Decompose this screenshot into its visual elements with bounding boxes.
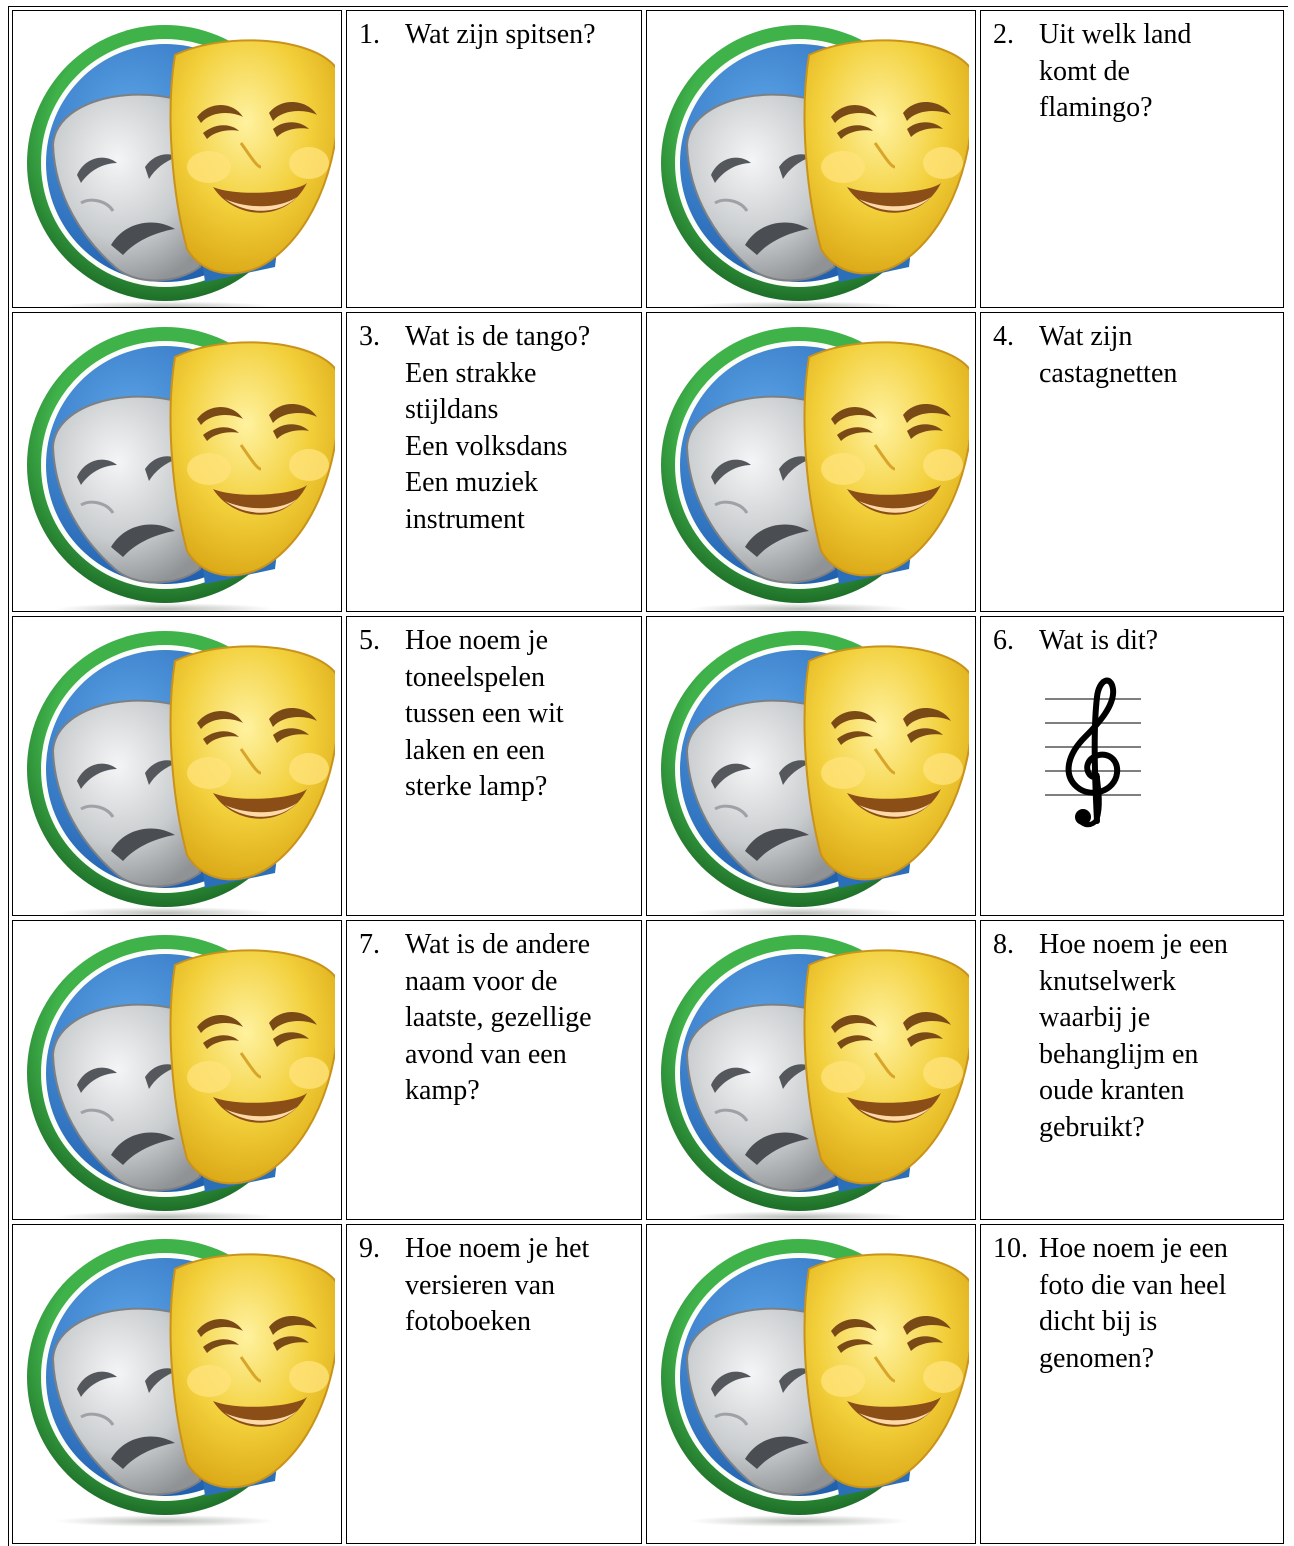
question-cell-6	[980, 616, 1284, 916]
question-number: 4.	[993, 321, 1014, 352]
mask-picture-cell	[12, 312, 342, 612]
mask-picture-cell	[646, 312, 976, 612]
question-cell-7	[346, 920, 642, 1220]
mask-picture-cell	[12, 920, 342, 1220]
question-number: 10.	[993, 1233, 1028, 1264]
question-text: Wat is de andere naam voor de laatste, gezellige avond van een kamp?	[405, 929, 592, 1106]
question-number: 1.	[359, 19, 380, 50]
question-number: 2.	[993, 19, 1014, 50]
question-cell-3	[346, 312, 642, 612]
question-number: 9.	[359, 1233, 380, 1264]
question-cell-9	[346, 1224, 642, 1544]
mask-picture-cell	[12, 10, 342, 308]
theatre-masks-icon	[25, 319, 335, 612]
mask-picture-cell	[646, 1224, 976, 1544]
mask-picture-cell	[646, 10, 976, 308]
theatre-masks-icon	[25, 927, 335, 1220]
theatre-masks-icon	[25, 1231, 335, 1529]
question-number: 6.	[993, 625, 1014, 656]
question-cell-5	[346, 616, 642, 916]
treble-clef-icon	[1045, 671, 1141, 831]
question-number: 7.	[359, 929, 380, 960]
theatre-masks-icon	[25, 623, 335, 916]
question-text: Wat zijn spitsen?	[405, 19, 596, 50]
question-text: Hoe noem je een knutselwerk waarbij je behanglijm en oude kranten gebruikt?	[1039, 929, 1228, 1143]
question-number: 5.	[359, 625, 380, 656]
question-number: 8.	[993, 929, 1014, 960]
question-text: Wat is dit?	[1039, 625, 1159, 656]
mask-picture-cell	[12, 616, 342, 916]
theatre-masks-icon	[659, 319, 969, 612]
question-text: Uit welk land komt de flamingo?	[1039, 19, 1192, 123]
mask-picture-cell	[646, 616, 976, 916]
theatre-masks-icon	[659, 17, 969, 308]
quiz-card-sheet	[8, 6, 1288, 1546]
question-text: Hoe noem je het versieren van fotoboeken	[405, 1233, 590, 1337]
question-cell-10	[980, 1224, 1284, 1544]
mask-picture-cell	[646, 920, 976, 1220]
question-cell-4	[980, 312, 1284, 612]
mask-picture-cell	[12, 1224, 342, 1544]
theatre-masks-icon	[659, 1231, 969, 1529]
question-cell-1	[346, 10, 642, 308]
theatre-masks-icon	[25, 17, 335, 308]
theatre-masks-icon	[659, 623, 969, 916]
question-number: 3.	[359, 321, 380, 352]
question-cell-8	[980, 920, 1284, 1220]
question-text: Hoe noem je toneelspelen tussen een wit laken en een sterke lamp?	[405, 625, 564, 802]
question-text: Wat zijn castagnetten	[1039, 321, 1178, 389]
theatre-masks-icon	[659, 927, 969, 1220]
question-text: Wat is de tango? Een strakke stijldans Een volksdans Een muziek instrument	[405, 321, 591, 535]
question-cell-2	[980, 10, 1284, 308]
question-text: Hoe noem je een foto die van heel dicht bij is genomen?	[1039, 1233, 1228, 1374]
